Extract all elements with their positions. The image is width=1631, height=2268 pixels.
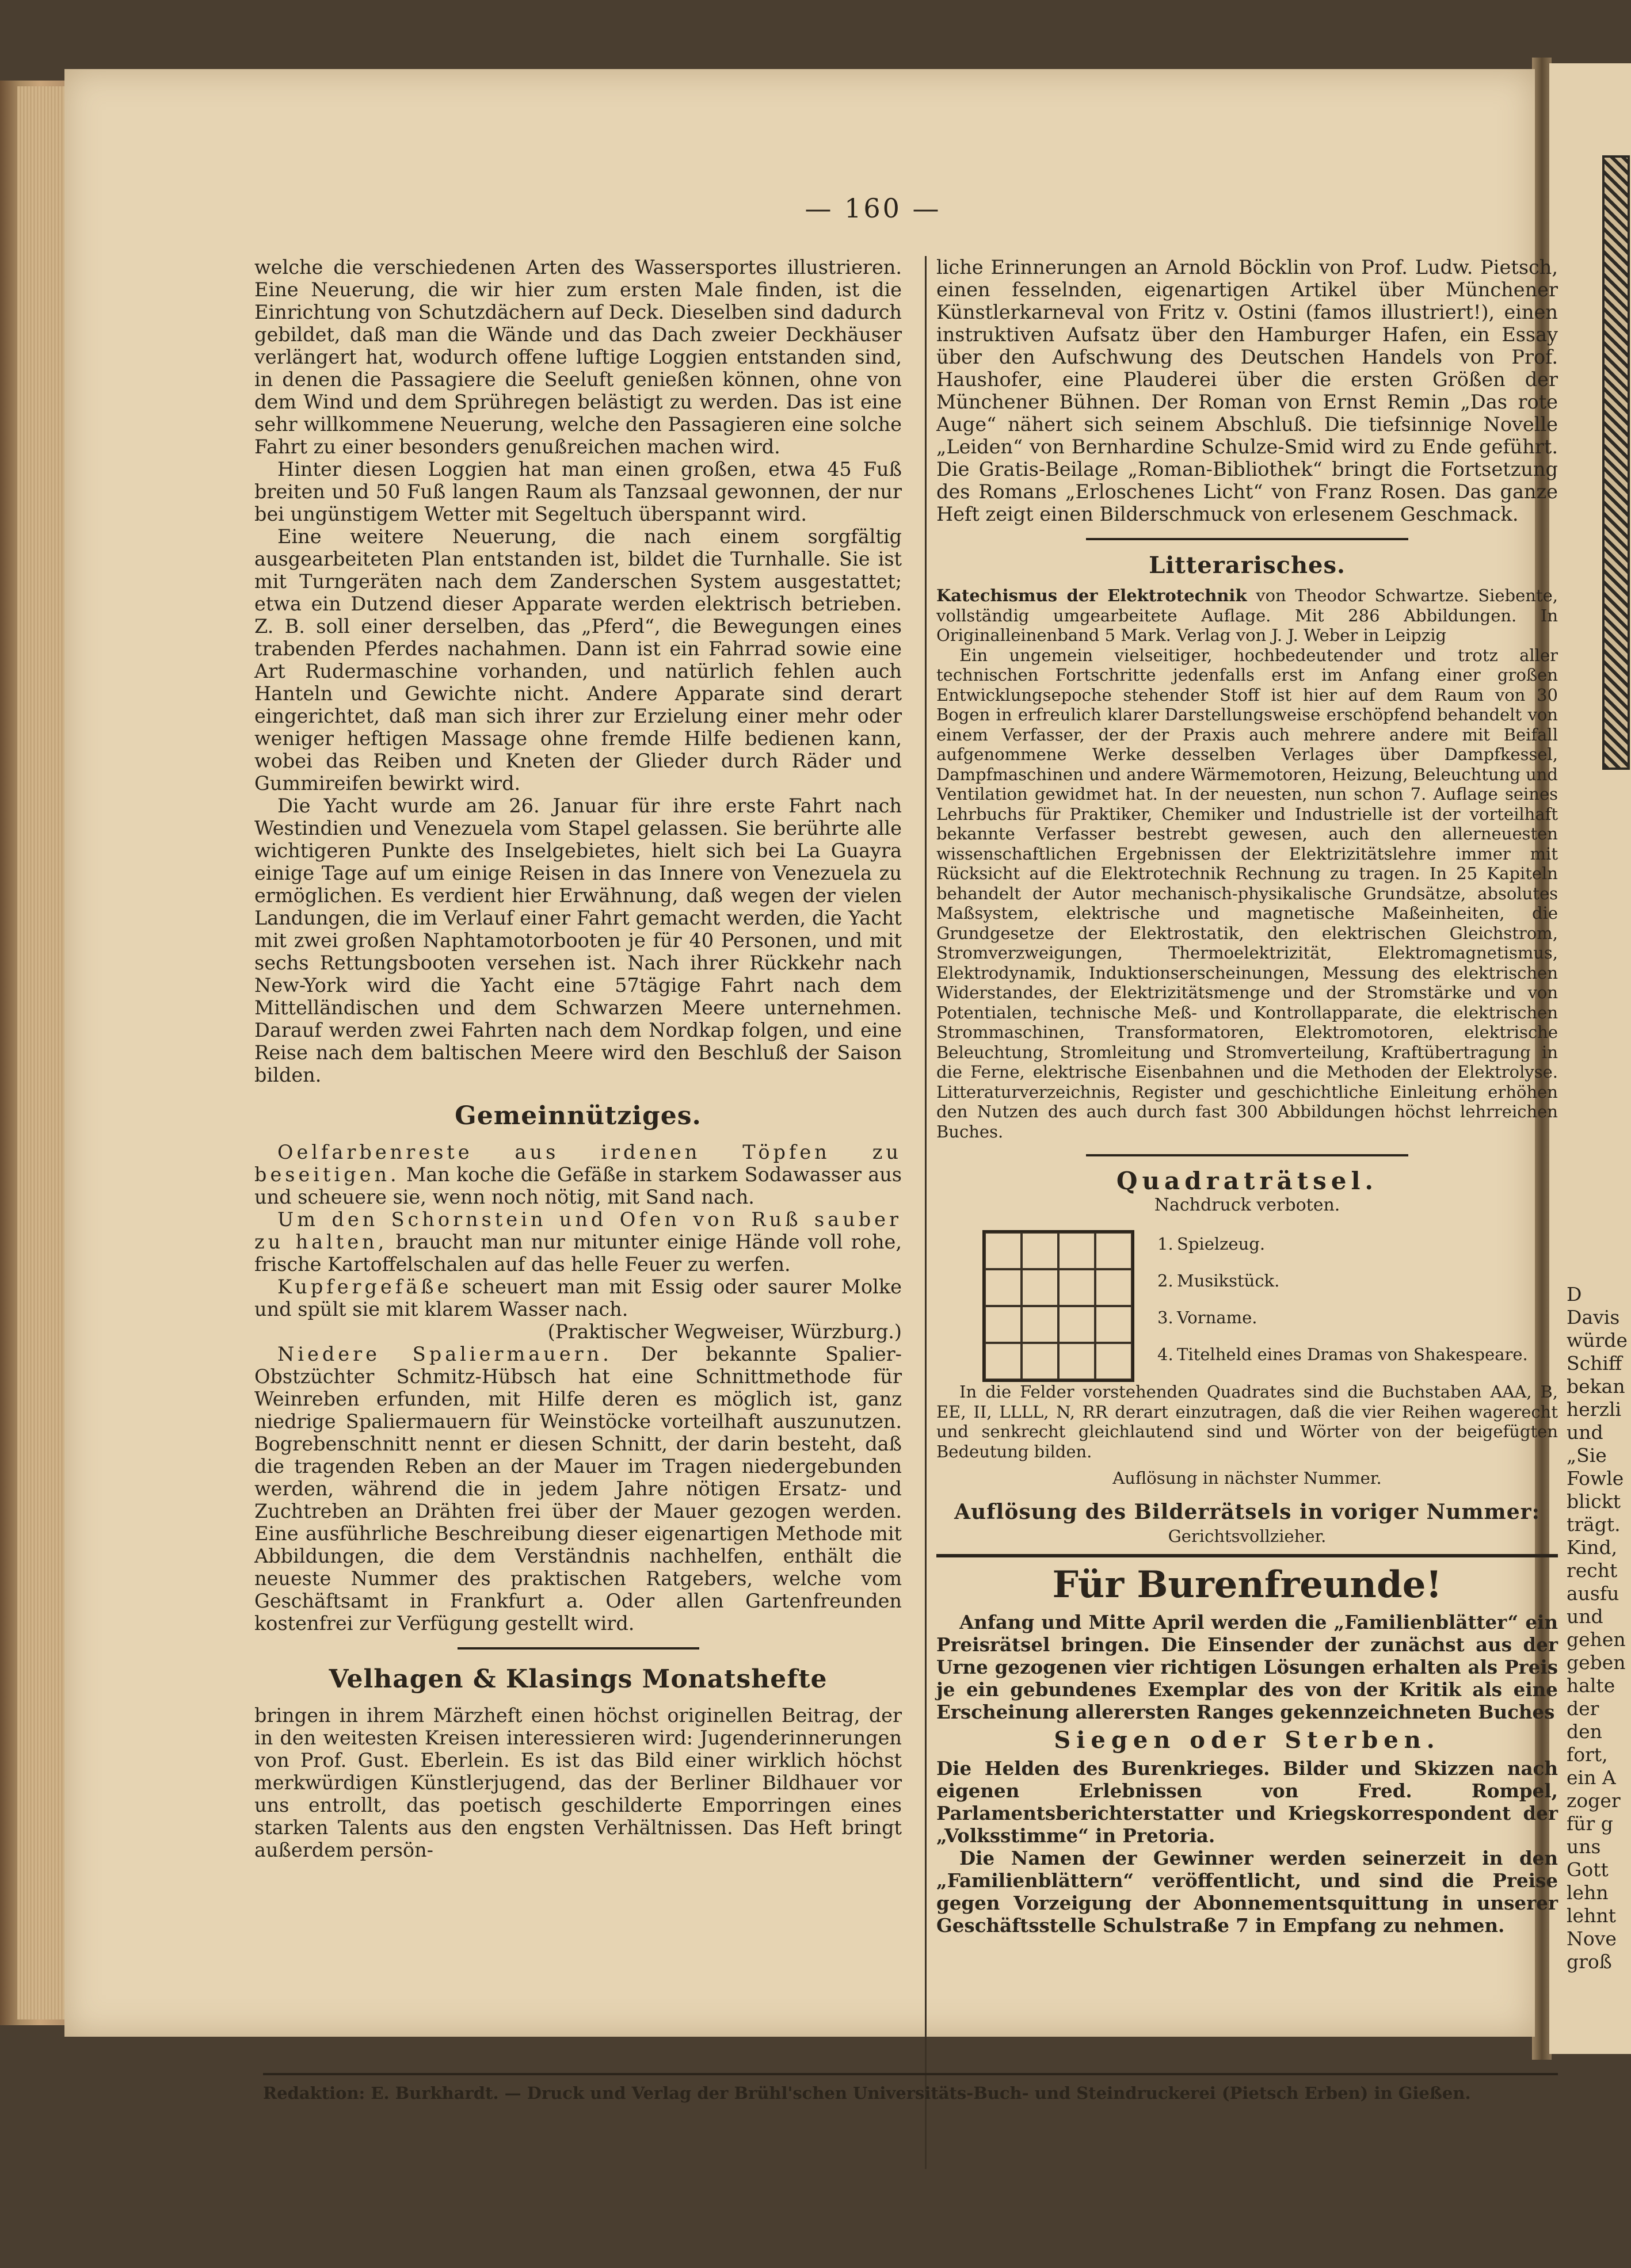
facing-page-line: und bbox=[1567, 1605, 1603, 1628]
velhagen-continuation: liche Erinnerungen an Arnold Böcklin von Prof. Ludw. Pietsch, einen fesselnden, eigenartigen Artikel über Münchener Künstlerkarneval von Fritz v. Ostini (famos illustriert!), einen instruktiven Aufsatz über den Hamburger Hafen, ein Essay über den Aufschwung des Deutschen Handels von Prof. Haushofer, eine Plauderei über die ersten Größen der Münchener Bühnen. Der Roman von Ernst Remin „Das rote Auge“ nähert sich seinem Abschluß. Die tiefsinnige Novelle „Leiden“ von Bernhardine Schulze-Smid wird zu Ende geführt. Die Gratis-Beilage „Roman-Bibliothek“ bringt die Fortsetzung des Romans „Erloschenes Licht“ von Franz Rosen. Das ganze Heft zeigt einen Bilderschmuck von erlesenem Geschmack. bbox=[936, 256, 1558, 525]
gemein-item-lead: Kupfergefäße bbox=[277, 1276, 452, 1298]
puzzle-cell bbox=[1022, 1306, 1058, 1343]
section-divider bbox=[936, 1554, 1558, 1557]
heading-fuer-burenfreunde: Für Burenfreunde! bbox=[1052, 1563, 1442, 1606]
gemein-item bbox=[254, 1276, 902, 1320]
clue-number: 3. bbox=[1157, 1308, 1173, 1327]
heading-litterarisches: Litterarisches. bbox=[1149, 552, 1346, 579]
facing-page-line: Fowle bbox=[1567, 1467, 1624, 1490]
heading-bilderraetsel: Auflösung des Bilderrätsels in voriger Nummer: bbox=[954, 1499, 1540, 1524]
quadratraetsel-instructions: In die Felder vorstehenden Quadrates sind die Buchstaben AAA, B, EE, II, LLLL, N, RR derart einzutragen, daß die vier Reihen wagerecht und senkrecht gleichlautend sind und Wörter von der beigefügten Bedeutung bilden. bbox=[936, 1382, 1558, 1461]
gemein-item-lead: Um den Schornstein und Ofen von Ruß sauber zu halten, bbox=[254, 1208, 902, 1253]
spalier-lead: Niedere Spaliermauern. bbox=[277, 1343, 612, 1365]
puzzle-cell bbox=[1058, 1269, 1095, 1306]
puzzle-cell bbox=[1058, 1343, 1095, 1380]
clue-item bbox=[1157, 1336, 1528, 1373]
article-paragraph: Eine weitere Neuerung, die nach einem sorgfältig ausgearbeiteten Plan entstanden ist, bildet die Turnhalle. Sie ist mit Turngeräten nach dem Zanderschen System ausgestattet; etwa ein Dutzend dieser Apparate werden elektrisch betrieben. Z. B. soll einer derselben, das „Pferd“, die Bewegungen eines trabenden Pferdes nachahmen. Dann ist ein Fahrrad sowie eine Art Rudermaschine vorhanden, und natürlich fehlen auch Hanteln und Gewichte nicht. Andere Apparate sind derart eingerichtet, daß man sich ihrer zur Erzielung einer mehr oder weniger heftigen Massage ohne fremde Hilfe bedienen kann, wobei das Reiben und Kneten der Glieder durch Räder und Gummireifen bewirkt wird. bbox=[254, 525, 902, 795]
facing-page-line: zoger bbox=[1567, 1789, 1621, 1812]
facing-page-line: trägt. bbox=[1567, 1513, 1621, 1536]
facing-page-line: lehn bbox=[1567, 1881, 1609, 1904]
spalier-item bbox=[254, 1343, 902, 1635]
facing-page-line: Nove bbox=[1567, 1927, 1617, 1950]
gemein-source: (Praktischer Wegweiser, Würzburg.) bbox=[547, 1320, 902, 1343]
puzzle-cell bbox=[1058, 1306, 1095, 1343]
facing-page-line: geben bbox=[1567, 1651, 1626, 1674]
facing-page-line: fort, bbox=[1567, 1743, 1608, 1766]
clue-number: 1. bbox=[1157, 1234, 1173, 1254]
fuer-text-2: Die Helden des Burenkrieges. Bilder und Skizzen nach eigenen Erlebnissen von Fred. Rompel, Parlamentsberichterstatter und Kriegskorrespondent der „Volksstimme“ in Pretoria. bbox=[936, 1757, 1558, 1847]
clue-number: 4. bbox=[1157, 1345, 1173, 1364]
facing-page-line: halte bbox=[1567, 1674, 1615, 1697]
puzzle-cell bbox=[1095, 1269, 1132, 1306]
section-divider bbox=[1086, 538, 1408, 540]
gemein-item bbox=[254, 1208, 902, 1276]
quadratraetsel bbox=[982, 1225, 1558, 1382]
clue-text: Vorname. bbox=[1177, 1308, 1257, 1327]
velhagen-text: bringen in ihrem Märzheft einen höchst originellen Beitrag, der in den weitesten Kreisen interessieren wird: Jugenderinnerungen von Prof. Gust. Eberlein. Es ist das Bild einer wirklich höchst merkwürdigen Künstlerjugend, das der Berliner Bildhauer vor uns entrollt, das poetisch geschilderte Emporringen eines starken Talents aus den engsten Verhältnissen. Das Heft bringt außerdem persön- bbox=[254, 1704, 902, 1861]
clue-number: 2. bbox=[1157, 1271, 1173, 1290]
spalier-text: Der bekannte Spalier-Obstzüchter Schmitz-Hübsch hat eine Schnittmethode für Weinreben erfunden, mit Hilfe deren es möglich ist, ganz niedrige Spaliermauern für Weinstöcke vorteilhaft auszunutzen. Bogrebenschnitt nennt er diesen Schnitt, der darin besteht, daß die tragenden Reben an der Mauer im Tragen niedergebunden werden, während die in jedem Jahre nötigen Ersatz- und Zuchtreben an Drähten frei über der Mauer gezogen werden. Eine ausführliche Beschreibung dieser eigenartigen Methode mit Abbildungen, die dem Verständnis nachhelfen, enthält die neueste Nummer des praktischen Ratgebers, welche vom Geschäftsamt in Frankfurt a. Oder allen Gartenfreunden kostenfrei zur Verfügung gestellt wird. bbox=[254, 1343, 902, 1635]
facing-page-line: blickt bbox=[1567, 1490, 1621, 1513]
article-paragraph: Die Yacht wurde am 26. Januar für ihre erste Fahrt nach Westindien und Venezuela vom Stapel gelassen. Sie berührte alle wichtigeren Punkte des Inselgebietes, hielt sich bei La Guayra einige Tage auf um einige Reisen in das Innere von Venezuela zu ermöglichen. Es verdient hier Erwähnung, daß wegen der vielen Landungen, die im Verlauf einer Fahrt gemacht werden, die Yacht mit zwei großen Naphtamotorbooten je für 40 Personen, und mit sechs Rettungsbooten versehen ist. Nach ihrer Rückkehr nach New-York wird die Yacht eine 57tägige Fahrt nach dem Mittelländischen und dem Schwarzen Meere unternehmen. Darauf werden zwei Fahrten nach dem Nordkap folgen, und eine Reise nach dem baltischen Meere wird den Beschluß der Saison bilden. bbox=[254, 795, 902, 1086]
gemein-item-text: braucht man nur mitunter einige Hände voll rohe, frische Kartoffelschalen auf das helle Feuer zu werfen. bbox=[254, 1231, 902, 1276]
facing-page-line: recht bbox=[1567, 1559, 1618, 1582]
puzzle-cell bbox=[1022, 1343, 1058, 1380]
facing-page-line: „Sie bbox=[1567, 1444, 1607, 1467]
puzzle-cell bbox=[1095, 1306, 1132, 1343]
ornament-border bbox=[1602, 155, 1630, 770]
book-title: Katechismus der Elektrotechnik bbox=[936, 586, 1247, 605]
puzzle-grid bbox=[982, 1230, 1134, 1382]
puzzle-cell bbox=[985, 1232, 1022, 1269]
facing-page-line: D bbox=[1567, 1283, 1582, 1305]
solution-note: Auflösung in nächster Nummer. bbox=[1112, 1468, 1382, 1488]
puzzle-cell bbox=[1095, 1232, 1132, 1269]
puzzle-cell bbox=[985, 1306, 1022, 1343]
gemein-item-lead: Oelfarbenreste aus irdenen Töpfen zu beseitigen. bbox=[254, 1141, 902, 1186]
quadratraetsel-note: Nachdruck verboten. bbox=[1154, 1195, 1340, 1215]
bilderraetsel-answer: Gerichtsvollzieher. bbox=[1168, 1526, 1327, 1546]
left-column bbox=[254, 256, 902, 1861]
facing-page-fragment bbox=[1549, 63, 1631, 2054]
right-column bbox=[936, 256, 1558, 1937]
clue-text: Spielzeug. bbox=[1177, 1234, 1266, 1254]
facing-page-line: der bbox=[1567, 1697, 1599, 1720]
page-number: — 160 — bbox=[805, 193, 942, 224]
puzzle-cell bbox=[1022, 1232, 1058, 1269]
facing-page-line: würde bbox=[1567, 1329, 1628, 1351]
gemein-item bbox=[254, 1141, 902, 1208]
page-stack-edges bbox=[17, 86, 69, 2019]
facing-page-line: den bbox=[1567, 1720, 1602, 1743]
book-review: Ein ungemein vielseitiger, hochbedeutender und trotz aller technischen Fortschritte jedenfalls erst im Anfang einer großen Entwicklungsepoche stehender Stoff ist hier auf dem Raum von 30 Bogen in erfreulich klarer Darstellungsweise erschöpfend behandelt von einem Verfasser, der der Praxis auch mehrere andere mit Beifall aufgenommene Werke desselben Verlages über Dampfkessel, Dampfmaschinen und andere Wärmemotoren, Heizung, Beleuchtung und Ventilation gewidmet hat. In der neuesten, nun schon 7. Auflage seines Lehrbuchs für Praktiker, Chemiker und Industrielle ist der vorteilhaft bekannte Verfasser bestrebt gewesen, auch den allerneuesten wissenschaftlichen Ergebnissen der Elektrizitätslehre immer mit Rücksicht auf die Elektrotechnik Rechnung zu tragen. In 25 Kapiteln behandelt der Autor mechanisch-physikalische Grundsätze, absolutes Maßsystem, elektrische und magnetische Maßeinheiten, die Grundgesetze der Elektrostatik, den elektrischen Gleichstrom, Stromverzweigungen, Thermoelektrizität, Elektromagnetismus, Elektrodynamik, Induktionserscheinungen, Messung des elektrischen Widerstandes, der Elektrizitätsmenge und der Stromstärke und von Potentialen, technische Meß- und Kontrollapparate, die elektrischen Strommaschinen, Transformatoren, Elektromotoren, elektrische Beleuchtung, Stromleitung und Stromverteilung, Kraftübertragung in die Ferne, elektrische Eisenbahnen und die Methoden der Elektrolyse. Litteraturverzeichnis, Register und geschichtliche Einleitung erhöhen den Nutzen des auch durch fast 300 Abbildungen höchst lehrreichen Buches. bbox=[936, 645, 1558, 1141]
clue-item bbox=[1157, 1262, 1528, 1299]
book-siegen-oder-sterben: Siegen oder Sterben. bbox=[1054, 1727, 1441, 1754]
puzzle-cell bbox=[1058, 1232, 1095, 1269]
clue-text: Musikstück. bbox=[1177, 1271, 1280, 1290]
facing-page-line: gehen bbox=[1567, 1628, 1626, 1651]
facing-page-line: lehnt bbox=[1567, 1904, 1616, 1927]
page bbox=[64, 69, 1558, 2103]
book-meta: von Theodor Schwartze. Siebente, vollständig umgearbeitete Auflage. Mit 286 Abbildungen. In Originalleinenband 5 Mark. Verlag von J. J. Weber in Leipzig bbox=[936, 586, 1558, 645]
puzzle-cell bbox=[985, 1269, 1022, 1306]
facing-page-line: und bbox=[1567, 1421, 1603, 1444]
facing-page-line: Gott bbox=[1567, 1858, 1609, 1881]
gemein-item-text: scheuert man mit Essig oder saurer Molke und spült sie mit klarem Wasser nach. bbox=[254, 1276, 902, 1320]
facing-page-line: Davis bbox=[1567, 1306, 1620, 1328]
quadratraetsel-title: Quadraträtsel. bbox=[1116, 1167, 1378, 1195]
facing-page-line: Schiff bbox=[1567, 1352, 1622, 1374]
puzzle-cell bbox=[1022, 1269, 1058, 1306]
article-yacht-continuation bbox=[254, 256, 902, 1086]
article-paragraph: welche die verschiedenen Arten des Wassersportes illustrieren. Eine Neuerung, die wir hier zum ersten Male finden, ist die Einrichtung von Schutzdächern auf Deck. Dieselben sind dadurch gebildet, daß man die Wände und das Dach zweier Deckhäuser verlängert hat, wodurch offene luftige Loggien entstanden sind, in denen die Passagiere die Seeluft genießen können, ohne von dem Wind und dem Sprühregen belästigt zu werden. Das ist eine sehr willkommene Neuerung, welche den Passagieren eine solche Fahrt zu einer besonders genußreichen machen wird. bbox=[254, 256, 902, 458]
clue-item bbox=[1157, 1225, 1528, 1262]
fuer-text-1: Anfang und Mitte April werden die „Familienblätter“ ein Preisrätsel bringen. Die Einsender der zunächst aus der Urne gezogenen vier richtigen Lösungen erhalten als Preis je ein gebundenes Exemplar des von der Kritik als eine Erscheinung allerersten Ranges gekennzeichneten Buches bbox=[936, 1611, 1558, 1723]
fuer-text-3: Die Namen der Gewinner werden seinerzeit in den „Familienblättern“ veröffentlicht, und sind die Preise gegen Vorzeigung der Abonnementsquittung in unserer Geschäftsstelle Schulstraße 7 in Empfang zu nehmen. bbox=[936, 1847, 1558, 1937]
facing-page-text bbox=[1567, 1283, 1631, 1973]
section-divider bbox=[1086, 1154, 1408, 1156]
clue-list bbox=[1157, 1225, 1528, 1373]
puzzle-cell bbox=[1095, 1343, 1132, 1380]
clue-item bbox=[1157, 1299, 1528, 1336]
section-divider bbox=[458, 1647, 699, 1650]
facing-page-line: bekan bbox=[1567, 1375, 1625, 1398]
gemein-items bbox=[254, 1141, 902, 1320]
facing-page-line: groß bbox=[1567, 1950, 1612, 1973]
facing-page-line: für g bbox=[1567, 1812, 1613, 1835]
facing-page-line: herzli bbox=[1567, 1398, 1622, 1421]
facing-page-line: ein A bbox=[1567, 1766, 1616, 1789]
article-paragraph: Hinter diesen Loggien hat man einen großen, etwa 45 Fuß breiten und 50 Fuß langen Raum als Tanzsaal gewonnen, der nur bei ungünstigem Wetter mit Segeltuch überspannt wird. bbox=[254, 458, 902, 525]
facing-page-line: Kind, bbox=[1567, 1536, 1618, 1559]
heading-velhagen: Velhagen & Klasings Monatshefte bbox=[329, 1664, 828, 1694]
imprint-line: Redaktion: E. Burkhardt. — Druck und Verlag der Brühl'schen Universitäts-Buch- und Steindruckerei (Pietsch Erben) in Gießen. bbox=[263, 2073, 1558, 2103]
facing-page-line: uns bbox=[1567, 1835, 1601, 1858]
facing-page-line: ausfu bbox=[1567, 1582, 1619, 1605]
column-rule bbox=[925, 256, 927, 2169]
heading-gemeinnuetziges: Gemeinnütziges. bbox=[455, 1101, 702, 1131]
gemein-item-text: Man koche die Gefäße in starkem Sodawasser aus und scheuere sie, wenn noch nötig, mit Sand nach. bbox=[254, 1163, 902, 1208]
book-entry bbox=[936, 586, 1558, 646]
puzzle-cell bbox=[985, 1343, 1022, 1380]
clue-text: Titelheld eines Dramas von Shakespeare. bbox=[1177, 1345, 1528, 1364]
